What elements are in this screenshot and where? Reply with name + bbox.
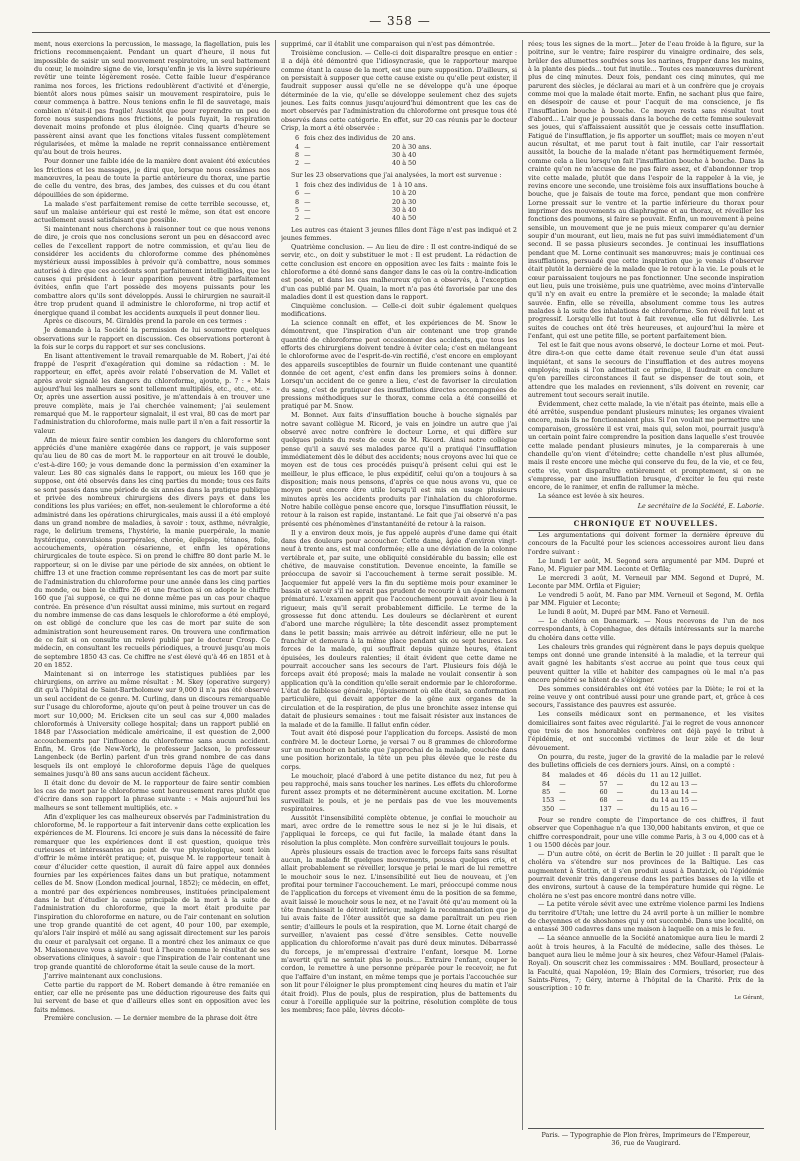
table-cell: 1 à 10 ans. <box>392 181 428 189</box>
header-rule <box>32 32 770 33</box>
paragraph: La malade s'est parfaitement remise de cette terrible secousse, et, sauf un malaise antérieur qui est resté le même, son état est encore actuellement aussi satisfaisant que possible. <box>34 199 270 225</box>
paragraph: — La séance annuelle de la Société anatomique aura lieu le mardi 2 août à trois heures, à la Faculté de médecine, salle des thèses. Le banquet aura lieu le même jour à six heures, chez Véfour-Hamel (Palais-Royal). On souscrit chez les commissaires : MM. Boullard, prosecteur à la Faculté, quai Napoléon, 19; Blain des Cormiers, trésorier, rue des Saints-Pères, 7; Géry, interne à l'hôpital de la Charité. Prix de la souscription : 10 fr. <box>528 934 764 993</box>
table-cell: fois chez des individus de <box>304 134 388 143</box>
table-cell: — <box>304 150 311 159</box>
paragraph: Troisième conclusion. — Celle-ci doit disparaître presque en entier : il a déjà été démontré que l'idiosyncrasie, que le rapporteur marque comme étant la cause de la mort, est une pure supposition. D'ailleurs, si on persistait à supposer que cette cause existe ou qu'elle peut exister, il faudrait supposer aussi qu'elle ne se développe qu'à une époque déterminée de la vie, qu'elle se développe seulement chez des sujets jeunes. Les faits connus jusqu'aujourd'hui démontrent que les cas de mort observés par l'administration du chloroforme ont presque tous été observés dans cette catégorie. En effet, sur 20 cas réunis par le docteur Crisp, la mort a été observée : <box>281 48 517 132</box>
table-cell: du 13 au 14 — <box>650 787 698 796</box>
table-cell: — <box>616 796 624 805</box>
table-cell: décès du <box>616 771 646 780</box>
table-cell: 40 à 50 <box>392 159 417 168</box>
table-cell: malades et <box>559 771 595 780</box>
table-cell: 11 au 12 juillet. <box>650 771 702 780</box>
secretary-signature: Le secrétaire de la Société, E. Laborie. <box>637 502 764 511</box>
table-row <box>295 159 436 167</box>
paragraph: Afin d'expliquer les cas malheureux observés par l'administration du chloroforme, M. le rapporteur a fait intervenir dans cette explication les expériences de M. Flourens. Ici encore je suis dans la nécessité de faire remarquer que les expériences dont il est question, quoique très curieuses et intéressantes au point de vue physiologique, sont loin d'offrir le même intérêt pratique; et, puisque M. le rapporteur tenait à cœur d'élucider cette question, il aurait dû faire appel aux données fournies par les expériences faites dans un but pratique, notamment celles de M. Snow (London medical journal, 1852); ce médecin, en effet, a montré par des expériences nombreuses, instituées principalement dans le but d'étudier la cause principale de la mort à la suite de l'administration du chloroforme, que la mort était produite par l'inspiration du chloroforme en nature, ou de l'air contenant en solution une trop grande quantité de cet agent, 40 pour 100, par exemple, qu'alors l'air inspiré et mêlé au sang agissait directement sur les parois du cœur et paralysait cet organe. Il a montré chez les animaux ce que M. Maisonneuve vous a signalé tout à l'heure comme le résultat de ses observations cliniques, à savoir : que l'inspiration de l'air contenant une trop grande quantité de chloroforme était la seule cause de la mort. <box>34 812 270 971</box>
table-cell: 8 <box>295 197 300 206</box>
section-title: CHRONIQUE ET NOUVELLES. <box>528 517 764 531</box>
paragraph: Aussitôt l'insensibilité complète obtenue, je confiai le mouchoir au mari, avec ordre de le remettre sous le nez si je le lui disais, et j'appliquai le forceps, ce qui fut facile, la malade étant dans la résolution la plus complète. Mon confrère surveillait toujours le pouls. <box>281 813 517 847</box>
paragraph: Pour se rendre compte de l'importance de ces chiffres, il faut observer que Copenhague n'a que 130,000 habitants environ, et que ce chiffre correspondrait, pour une ville comme Paris, à 3 ou 4,000 cas et à 1 ou 1500 décès par jour. <box>528 815 764 849</box>
paragraph: On pourra, du reste, juger de la gravité de la maladie par le relevé des bulletins officiels de ces derniers jours. Ainsi, on a compté : <box>528 752 764 769</box>
age-stats-table-1 <box>295 134 436 167</box>
table-cell: — <box>304 214 311 223</box>
table-row <box>542 780 706 788</box>
table-cell: 20 à 30 ans. <box>392 142 432 151</box>
table-cell: — <box>304 142 311 151</box>
paragraph: — La petite vérole sévit avec une extrême violence parmi les Indiens du territoire d'Utah; une lettre du 24 avril porte à un millier le nombre de cheyennes et de shoshones qui y ont succombé. Dans une localité, on a entassé 300 cadavres dans une maison à laquelle on a mis le feu. <box>528 900 764 934</box>
paragraph: Sur les 23 observations que j'ai analysées, la mort est survenue : <box>291 170 502 179</box>
paragraph: Le vendredi 5 août, M. Fano par MM. Verneuil et Segond, M. Orfila par MM. Figuier et Leconte; <box>528 591 764 608</box>
table-cell: du 14 au 15 — <box>650 796 698 805</box>
paragraph: Tel est le fait que nous avons observé, le docteur Lorne et moi. Peut-être dira-t-on que cette dame était revenue seule d'un état aussi inquiétant, et sans le secours de l'insufflation et des autres moyens employés; mais si l'on admettait ce principe, il faudrait en conclure qu'en pareilles circonstances il faut se dispenser de tout soin, et attendre que les malades en reviennent, s'ils doivent en revenir, car autrement tout secours serait inutile. <box>528 340 764 399</box>
paragraph: La science connaît en effet, et les expériences de M. Snow le démontrent, que l'inspiration d'un air contenant une trop grande quantité de chloroforme peut occasionner des accidents, que tous les efforts des chirurgiens doivent tendre à éviter cela; c'est en mélangeant le chloroforme avec de l'esprit-de-vin rectifié, c'est encore en employant des appareils susceptibles de fournir un fluide contenant une quantité donnée de cet agent, c'est enfin dans les premiers soins à donner. Lorsqu'un accident de ce genre a lieu, c'est de favoriser la circulation du sang, c'est de pratiquer des insufflations directes accompagnées de pressions méthodiques sur le thorax, comme cela a été conseillé et pratiqué par M. Snow. <box>281 319 517 411</box>
table-cell: 84 <box>542 771 551 780</box>
table-cell: 20 ans. <box>392 134 416 143</box>
paragraph: Il était donc du devoir de M. le rapporteur de faire sentir combien les cas de mort par le chloroforme sont heureusement rares plutôt que d'écrire dans son rapport la phrase suivante : « Mais aujourd'hui les malheurs se sont tellement multipliés, etc. » <box>34 778 270 812</box>
paragraph: Les argumentations qui doivent former la dernière épreuve du concours de la Faculté pour les sciences accessoires auront lieu dans l'ordre suivant : <box>528 531 764 556</box>
table-cell: du 12 au 13 — <box>650 779 698 788</box>
table-cell: — <box>559 787 566 796</box>
paragraph: Il y a environ deux mois, je fus appelé auprès d'une dame qui était dans des douleurs pour accoucher. Cette dame, âgée d'environ vingt-neuf à trente ans, est mal conformée; elle a une déviation de la colonne vertébrale et, par suite, une obliquité considérable du bassin; elle est chétive, de mauvaise constitution. Devenue enceinte, la famille se préoccupa de savoir si l'accouchement à terme serait possible. M. Jacquemier fut appelé vers la fin du septième mois pour examiner le bassin et savoir s'il ne serait pas prudent de recourir à un épanchement prématuré. L'examen apprit que l'accouchement pouvait avoir lieu à la rigueur, mais qu'il serait probablement difficile. Le terme de la grossesse fut donc attendu. Les douleurs se déclarèrent et eurent d'abord une marche régulière; la tête descendit assez promptement dans le petit bassin; mais arrivée au détroit inférieur, elle ne put le franchir et demeura à la même place pendant six ou sept heures. Les forces de la malade, qui souffrait depuis quinze heures, étaient épuisées, les douleurs ralenties; il était évident que cette dame ne pourrait accoucher sans les secours de l'art. Plusieurs fois déjà le forceps avait été proposé; mais la malade ne voulait consentir à son application qu'à la condition qu'elle serait endormie par le chloroforme. L'état de faiblesse générale, l'épuisement où elle était, sa conformation particulière, qui devait apporter de la gêne aux organes de la circulation et de la respiration, de plus une bronchite assez intense qui datait de plusieurs semaines : tout me faisait résister aux instances de la malade et de la famille. Il fallut enfin céder. <box>281 528 517 729</box>
table-cell: 60 <box>599 787 608 796</box>
table-cell: 6 <box>295 189 300 198</box>
table-cell: 46 <box>599 771 608 780</box>
paragraph: Si maintenant nous cherchons à raisonner tout ce que nous venons de dire, je crois que nos conclusions seront un peu en désaccord avec celles de l'excellent rapport de notre commission, et qu'au lieu de considérer les accidents du chloroforme comme des phénomènes mystérieux aussi impossibles à prévoir qu'à combattre, nous sommes autorisé à dire que ces accidents sont parfaitement intelligibles, que les causes qui président à leur apparition peuvent être parfaitement évitées, enfin que l'art possède des moyens puissants pour les combattre alors qu'ils sont développés. Aussi le chirurgien ne saurait-il être trop prudent quand il administre le chloroforme, ni trop actif et énergique quand il combat les accidents auxquels il peut donner lieu. <box>34 225 270 317</box>
table-cell: — <box>304 189 311 198</box>
table-cell: — <box>616 804 624 813</box>
paragraph: ment, nous exercions la percussion, le massage, la flagellation, puis les frictions recommençaient. Pendant un quart d'heure, il nous fut impossible de saisir un seul mouvement respiratoire, un seul battement du cœur, le moindre signe de vie, lorsqu'enfin je vis la lèvre supérieure revêtir une teinte légèrement rosée. Cette faible lueur d'espérance ranima nos forces, les frictions redoublèrent d'activité et d'énergie, bientôt alors nous pûmes saisir un mouvement respiratoire, puis le cœur commença à battre. Nous tenions enfin le fil de sauvetage, mais combien n'était-il pas fragile! Aussitôt que pour reprendre un peu de force nous suspendions nos frictions, le pouls fuyait, la respiration devenait moins profonde et plus éloignée. Cinq quarts d'heure se passèrent ainsi avant que les fonctions vitales fussent complètement régularisées, et même la malade ne reprit connaissance entièrement qu'au bout de trois heures. <box>34 40 270 157</box>
text-column-3 <box>528 40 764 1126</box>
paragraph: Tout avait été disposé pour l'application du forceps. Assisté de mon confrère M. le docteur Lorne, je versai 7 ou 8 grammes de chloroforme sur un mouchoir en batiste que j'approchai de la malade, couchée dans une position horizontale, la tête un peu plus élevée que le reste du corps. <box>281 729 517 771</box>
paragraph: Je demande à la Société la permission de lui soumettre quelques observations sur le rapport en discussion. Ces observations porteront à la fois sur le corps du rapport et sur ses conclusions. <box>34 326 270 351</box>
paragraph: La séance est levée à six heures. <box>538 492 645 501</box>
paragraph: Des sommes considérables ont été votées par la Diète; le roi et la reine veuve y ont contribué aussi pour une grande part, et, grâce à ces secours, l'assistance des pauvres est assurée. <box>528 684 764 710</box>
printer-address: 36, rue de Vaugirard. <box>611 1139 681 1148</box>
text-column-2 <box>281 40 517 1120</box>
table-row <box>295 134 436 142</box>
table-cell: — <box>616 779 624 788</box>
table-cell: 30 à 40 <box>392 206 417 215</box>
paragraph: Le lundi 8 août, M. Dupré par MM. Fano et Verneuil. <box>538 608 710 617</box>
page-number: — 358 — <box>369 14 431 28</box>
paragraph: J'arrive maintenant aux conclusions. <box>44 971 163 980</box>
table-cell: 137 <box>599 804 612 813</box>
table-row <box>542 771 706 779</box>
printer-imprint <box>528 1128 764 1148</box>
table-cell: fois chez des individus de <box>304 181 388 189</box>
paragraph: Le mouchoir, placé d'abord à une petite distance du nez, fut peu à peu rapproché, mais sans toucher les narines. Les effets du chloroforme furent assez prompts et ne déterminèrent aucune excitation. M. Lorne surveillait le pouls, et je ne perdais pas de vue les mouvements respiratoires. <box>281 771 517 813</box>
table-cell: 40 à 50 <box>392 214 417 223</box>
table-cell: — <box>559 804 566 813</box>
text-column-1 <box>34 40 270 1120</box>
paragraph: Les autres cas étaient 3 jeunes filles dont l'âge n'est pas indiqué et 2 jeunes femmes. <box>281 225 517 243</box>
paragraph: Maintenant si on interroge les statistiques publiées par les chirurgiens, on arrive au même résultat : M. Skey (operative surgery) dit qu'à l'hôpital de Saint-Bartholomew sur 9,000 il n'a pas été observé un seul accident de ce genre. M. Curling, dans un discours remarquable sur l'usage du chloroforme, ajoute qu'on peut à peine trouver un cas de mort sur 10,000; M. Ericksen cite un seul cas sur 4,000 malades chloroformés à University college hospital; dans un rapport publié en 1848 par l'Association médicale américaine, il est question de 2,000 accouchements par l'influence du chloroforme sans aucun accident. Enfin, M. Gros (de New-York), le professeur Jackson, le professeur Langenbeck (de Berlin) parlent d'un très grand nombre de cas dans lesquels ils ont employé le chloroforme depuis l'âge de quelques semaines jusqu'à 80 ans sans aucun accident fâcheux. <box>34 669 270 778</box>
cholera-stats-table <box>542 771 706 813</box>
table-cell: 20 à 30 <box>392 197 417 206</box>
paragraph: Cinquième conclusion. — Celle-ci doit subir également quelques modifications. <box>281 301 517 319</box>
gerant-signature: Le Gérant, <box>734 994 764 1001</box>
paragraph: — Le choléra en Danemark. — Nous recevons de l'un de nos correspondants, à Copenhague, des détails intéressants sur la marche du choléra dans cette ville. <box>528 617 764 642</box>
table-cell: 84 <box>542 779 551 788</box>
table-cell: 57 <box>599 779 608 788</box>
table-cell: 10 à 20 <box>392 189 417 198</box>
table-cell: 1 <box>295 181 300 189</box>
table-cell: 350 <box>542 804 555 813</box>
table-cell: — <box>559 779 566 788</box>
table-cell: 68 <box>599 796 608 805</box>
paragraph: Le lundi 1er août, M. Segond sera argumenté par MM. Dupré et Fano, M. Figuier par MM. Leconte et Orfila; <box>528 556 764 573</box>
paragraph: Après plusieurs essais de traction avec le forceps faits sans résultat aucun, la malade fit quelques mouvements, poussa quelques cris, et allait probablement se réveiller, lorsque je priai le mari de lui remettre le mouchoir sous le nez. L'insensibilité eut lieu de nouveau, et j'en profitai pour terminer l'accouchement. Le mari, préoccupé comme nous de l'application du forceps et vivement ému de la position de sa femme, avait laissé le mouchoir sous le nez, et ne l'avait ôté qu'au moment où la tête franchissait le détroit inférieur, malgré la recommandation que je lui avais faite de l'ôter aussitôt que sa dame paraîtrait un peu rien sentir; d'ailleurs le pouls et la respiration, que M. Lorne était chargé de surveiller, n'avaient pas cessé d'être sensibles. Cette nouvelle application du chloroforme n'avait pas duré deux minutes. Débarrassé du forceps, je m'empressai d'extraire l'enfant, lorsque M. Lorne m'avertit qu'il ne sentait plus le pouls.... Extraire l'enfant, couper le cordon, le remettre à une personne préparée pour le recevoir, ne fut que l'affaire d'un instant, en même temps que je portais l'accouchée sur son lit pour l'éloigner le plus promptement cinq heures du matin et l'air était froid). Plus de pouls, plus de respiration, plus de battements du cœur à l'oreille appliquée sur la poitrine, résolution complète de tous les membres; face pâle, lèvres décolo- <box>281 847 517 1015</box>
table-row <box>542 805 706 813</box>
paragraph: — D'un autre côté, on écrit de Berlin le 20 juillet : Il paraît que le choléra va s'étendre sur nos provinces de la Baltique. Les cas augmentent à Stettin, et il s'en produit aussi à Dantzick, où l'épidémie pourrait devenir très dangereuse dans les parties basses de la ville et des environs, surtout à cause de la température humide qui règne. Le choléra ne s'est pas encore montré dans notre ville. <box>528 849 764 900</box>
column-divider <box>275 40 276 1130</box>
table-cell: — <box>559 796 566 805</box>
table-cell: 6 <box>295 134 300 143</box>
table-cell: — <box>616 787 624 796</box>
paragraph: Le mercredi 3 août, M. Verneuil par MM. Segond et Dupré, M. Leconte par MM. Orfila et Figuier; <box>528 573 764 591</box>
table-cell: 30 à 40 <box>392 150 417 159</box>
table-row <box>295 214 432 222</box>
paragraph: Après ce discours, M. Giraldès prend la parole en ces termes : <box>44 317 247 326</box>
paragraph: Pour donner une faible idée de la manière dont avaient été exécutées les frictions et les massages, je dirai que, lorsque nous cessâmes nos manœuvres, la peau de toute la partie antérieure du thorax, une partie de celle du ventre, des bras, des jambes, des cuisses et du cou étant dépouillées de son épiderme. <box>34 157 270 199</box>
paragraph: rées; tous les signes de la mort... Jeter de l'eau froide à la figure, sur la poitrine, sur le ventre; faire respirer du vinaigre ordinaire, des sels, brûler des allumettes soufrées sous les narines, frapper dans les mains, à la plante des pieds... tout fut inutile... Toutes ces manœuvres durèrent plus de cinq minutes. Deux fois, pendant ces cinq minutes, qui me parurent des siècles, je déclarai au mari et à un confrère que je croyais comme moi que la malade était morte. Enfin, ne sachant plus que faire, en désespoir de cause et pour l'acquit de ma conscience, je fis l'insufflation bouche à bouche. Ce moyen resta sans résultat tout d'abord... L'air que je poussais dans la bouche de cette femme soulevait ses joues, qui s'affaissaient aussitôt que je cessais cette insufflation. Fatigué de l'insufflation, je fis apporter un soufflet; mais ce moyen n'eut aucun résultat, et me parut tout à fait inutile, car l'air ressortait aussitôt, la bouche de la malade n'étant pas hermétiquement fermée, comme cela a lieu lorsqu'on fait l'insufflation bouche à bouche. Dans la crainte qu'on ne m'accuse de ne pas faire assez, et d'abandonner trop vite cette malade, plutôt que dans l'espoir de la rappeler à la vie, je revins encore une seconde, une troisième fois aux insufflations bouche à bouche, que je faisais de toute ma force, pendant que mon confrère Lorne pressait sur le ventre et la partie inférieure du thorax pour imprimer des mouvements au diaphragme et au thorax, et réveiller les fonctions des poumons, si faire se pouvait. Enfin, un mouvement à peine sensible, un mouvement que je ne puis mieux comparer qu'au dernier soupir d'un mourant, eut lieu, mais ne fut pas suivi immédiatement d'un second. Il se passa plusieurs secondes. Je continuai les insufflations pendant que M. Lorne continuait ses manœuvres; mais je continuai ces insufflations, persuadé que cette inspiration que je venais d'observer était plutôt la dernière de la malade que le retour à la vie. Le pouls et le cœur paraissaient toujours ne pas fonctionner. Une seconde inspiration eut lieu, puis une troisième, puis une quatrième, avec moins d'intervalle qu'il n'y en avait eu entre la première et le seconde; la malade était sauvée. Enfin, elle se réveilla, absolument comme tous les autres malades à la suite des inhalations de chloroforme. Son réveil fut lent et progressif. Lorsqu'elle fut tout à fait revenue, elle fut délivrée. Les suites de couches ont été très heureuses, et aujourd'hui la mère et l'enfant, qui est une petite fille, se portent parfaitement bien. <box>528 40 764 341</box>
paragraph: Afin de mieux faire sentir combien les dangers du chloroforme sont appréciés d'une manière exagérée dans ce rapport, je vais supposer qu'au lieu de 80 cas de mort M. le rapporteur en ait trouvé le double, c'est-à-dire 160; je vous demande donc la permission d'en examiner la valeur. Les 80 cas signalés dans le rapport, ou mieux les 160 que je suppose, ont été observés dans les cinq parties du monde; tous ces faits se sont passés dans une période de six années dans la pratique publique et privée des nombreux chirurgiens des divers pays et dans les conditions les plus variées; en effet, non-seulement le chloroforme a été administré dans les opérations chirurgicales, mais aussi il a été employé dans un grand nombre de maladies, à savoir : toux, asthme, névralgie, rage, le delirium tremens, l'hystérie, la manie puerpérale, la manie hystérique, convulsions puerpérales, chorée, épilepsie, tétanos, folie, accouchements, opération césarienne, et enfin les opérations chirurgicales de toute espèce. Si on prend le chiffre 80 dont parle M. le rapporteur, si on le divise par une période de six années, on obtient le chiffre 13 et une fraction comme représentant les cas de mort par suite de l'administration du chloroforme pour une année dans les cinq parties du monde, ou bien le chiffre 26 et une fraction si on adopte le chiffre 160 que j'ai supposé, ce qui ne donne même pas un cas pour chaque contrée. En présence d'un résultat aussi minime, mis surtout en regard du nombre immense de cas dans lesquels le chloroforme a été employé, on est obligé de conclure que les cas de mort par suite de son administration sont heureusement rares. On trouvera une confirmation de ce fait si on consulte un relevé publié par le docteur Crosp. Ce médecin, en consultant les recueils périodiques, a trouvé jusqu'au mois de septembre 1850 43 cas. Ce chiffre ne s'est élevé qu'à 46 en 1851 et à 20 en 1852. <box>34 435 270 669</box>
table-row <box>295 198 432 206</box>
paragraph: supprimé, car il établit une comparaison qui n'est pas démontrée. <box>281 40 495 48</box>
table-cell: 2 <box>295 159 300 168</box>
table-row <box>295 189 432 197</box>
printer-line: Paris. — Typographie de Plon frères, Imprimeurs de l'Empereur, <box>541 1131 751 1139</box>
paragraph: Les chaleurs très grandes qui régnèrent dans le pays depuis quelque temps ont donné une grande intensité à la maladie, et la terreur qui avait gagné les habitants s'est accrue au point que tous ceux qui peuvent quitter la ville et habiter des campagnes où le mal n'a pas encore pénétré se hâtent de s'éloigner. <box>528 642 764 684</box>
paragraph: En lisant attentivement le travail remarquable de M. Robert, j'ai été frappé de l'esprit d'exagération qui domine sa rédaction : M. le rapporteur, en effet, après avoir relaté l'observation de M. Vallet et après avoir signalé les dangers du chloroforme, ajoute, p. 7 : « Mais aujourd'hui les malheurs se sont tellement multipliés, etc., etc., etc. » Or, après une assertion aussi positive, je m'attendais à en trouver une preuve complète, mais je l'ai cherchée vainement; j'ai seulement remarqué que M. le rapporteur signalait, il est vrai, 80 cas de mort par l'administration du chloroforme, mais nulle part il n'en a fait ressortir la valeur. <box>34 351 270 435</box>
table-cell: — <box>304 159 311 168</box>
table-row <box>542 788 706 796</box>
table-cell: 5 <box>295 206 300 215</box>
age-stats-table-2 <box>295 181 432 223</box>
table-cell: du 15 au 16 — <box>650 804 698 813</box>
paragraph: Les conseils médicaux sont en permanence, et les visites domiciliaires sont faites avec régularité. J'ai le regret de vous annoncer que trois de nos honorables confrères ont déjà payé le tribut à l'épidémie, et ont succombé victimes de leur zèle et de leur dévouement. <box>528 710 764 752</box>
table-row <box>542 796 706 804</box>
table-cell: 85 <box>542 787 551 796</box>
column-divider <box>522 40 523 1130</box>
table-cell: 2 <box>295 214 300 223</box>
table-cell: 4 <box>295 142 300 151</box>
table-cell: 8 <box>295 150 300 159</box>
paragraph: Quatrième conclusion. — Au lieu de dire : Il est contre-indiqué de se servir, etc., on doit y substituer le mot : Il est prudent. La rédaction de cette conclusion est encore en opposition avec les faits : mainte fois le chloroforme a été donné sans danger dans le cas où la contre-indication est posée, et dans les cas malheureux qu'on a observés, à l'exception d'un cas publié par M. Quain, la mort n'a pas été favorisée par une des maladies dont il est question dans le rapport. <box>281 242 517 301</box>
paragraph: Évidemment, chez cette malade, la vie n'était pas éteinte, mais elle a été arrêtée, suspendue pendant plusieurs minutes; les organes vivaient encore, mais ils ne fonctionnaient plus. Si l'on voulait me permettre une comparaison, grossière il est vrai, mais qui, selon moi, pourrait jusqu'à un certain point faire comprendre la position dans laquelle s'est trouvée cette malade pendant plusieurs minutes, je la comparerais à une chandelle qu'on vient d'éteindre; cette chandelle n'est plus allumée, mais il reste encore une mèche qui conserve du feu, de la vie, et ce feu, cette vie, vont disparaître entièrement et promptement, si on ne s'empresse, par une insufflation brusque, d'exciter le feu qui reste encore, de le ranimer, et enfin de rallumer la mèche. <box>528 399 764 492</box>
table-cell: — <box>304 197 311 206</box>
table-row <box>295 143 436 151</box>
paragraph: Première conclusion. — Le dernier membre de la phrase doit être <box>44 1014 258 1023</box>
paragraph: Cette partie du rapport de M. Robert demande à être remaniée en entier, car elle ne présente pas une déduction rigoureuse des faits qui lui servent de base et que d'ailleurs elles sont en opposition avec les faits mêmes. <box>34 980 270 1014</box>
table-cell: — <box>304 206 311 215</box>
paragraph: M. Bonnet. Aux faits d'insufflation bouche à bouche signalés par notre savant collègue M. Ricord, je vais en joindre un autre que j'ai observé avec notre confrère le docteur Lorne, et qui diffère sur quelques points du reste de ceux de M. Ricord. Ainsi notre collègue pense qu'il a sauvé ses malades parce qu'il a pratiqué l'insufflation immédiatement dès le début des accidents; nous croyons avec lui que ce moyen est de tous ces procédés puisqu'à présent celui qui est le meilleur, le plus efficace, le plus expéditif, celui qu'on a toujours à sa disposition; mais nous pensons, d'après ce que nous avons vu, que ce moyen peut encore être utile lorsqu'il est mis en usage plusieurs minutes après les accidents produits par l'inhalation du chloroforme. Notre habile collègue pense encore que, lorsque l'insufflation réussit, le retour à la raison est rapide, instantané. Le fait que j'ai observé n'a pas présenté ces phénomènes d'instantanéité de retour à la raison. <box>281 411 517 528</box>
table-cell: 153 <box>542 796 555 805</box>
